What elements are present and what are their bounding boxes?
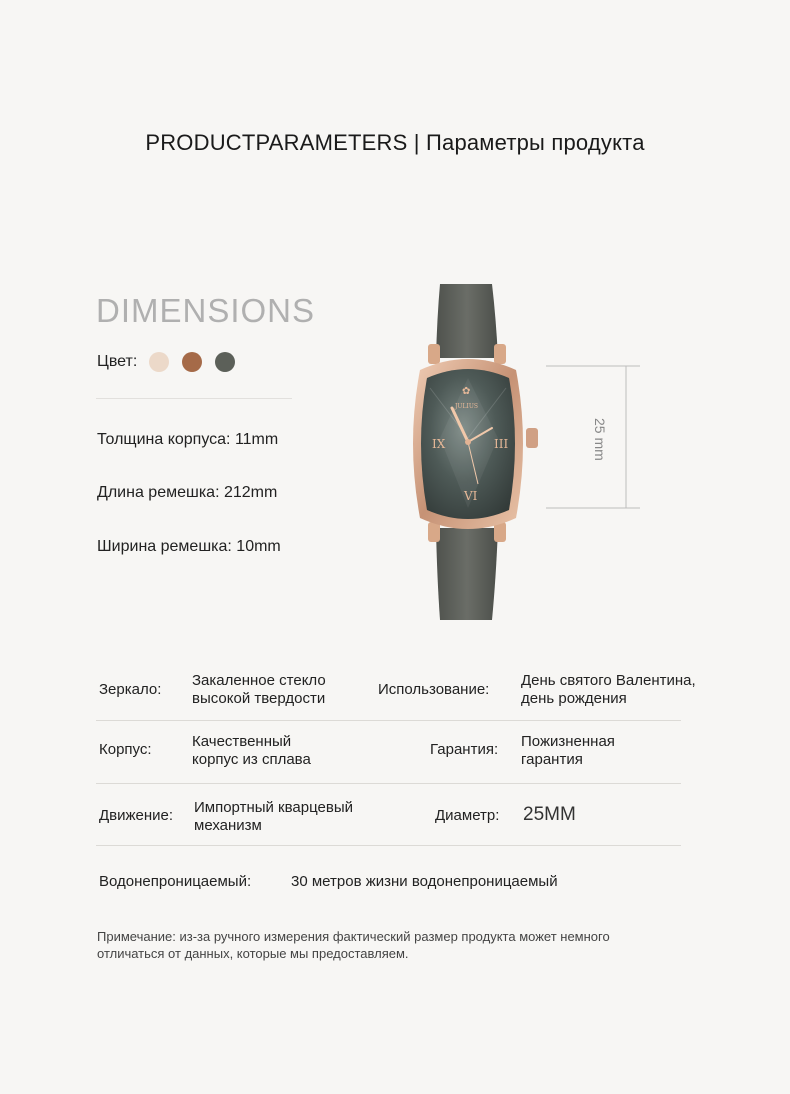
- water-label: Водонепроницаемый:: [99, 873, 252, 890]
- case-label: Корпус:: [99, 741, 152, 758]
- color-swatch-brown[interactable]: [182, 352, 202, 372]
- case-value: Качественный корпус из сплава: [192, 733, 311, 768]
- color-swatch-gray[interactable]: [215, 352, 235, 372]
- divider: [96, 398, 292, 399]
- diameter-value: 25MM: [523, 804, 576, 825]
- spec-strap-length: Длина ремешка: 212mm: [97, 484, 278, 501]
- usage-label: Использование:: [378, 681, 490, 698]
- svg-text:IX: IX: [432, 437, 446, 451]
- movement-label: Движение:: [99, 807, 174, 824]
- watch-image: [380, 278, 550, 628]
- spec-strap-width: Ширина ремешка: 10mm: [97, 538, 281, 555]
- mirror-label: Зеркало:: [99, 681, 162, 698]
- mirror-value: Закаленное стекло высокой твердости: [192, 672, 326, 707]
- warranty-value: Пожизненная гарантия: [521, 733, 615, 768]
- movement-value: Импортный кварцевый механизм: [194, 799, 353, 834]
- dimension-label: 25 mm: [592, 418, 608, 461]
- svg-text:III: III: [494, 437, 509, 451]
- table-divider: [96, 783, 681, 784]
- color-swatch-beige[interactable]: [149, 352, 169, 372]
- color-row: [97, 352, 248, 372]
- svg-text:✿: ✿: [462, 386, 471, 397]
- watch-illustration: [380, 278, 550, 628]
- water-value: 30 метров жизни водонепроницаемый: [291, 873, 558, 890]
- page-title: PRODUCTPARAMETERS | Параметры продукта: [145, 130, 645, 155]
- spec-case-thickness: Толщина корпуса: 11mm: [97, 431, 279, 448]
- svg-text:JULIUS: JULIUS: [455, 403, 478, 410]
- measurement-note: Примечание: из-за ручного измерения фактический размер продукта может немного отличаться от данных, которые мы предоставляем.: [97, 929, 610, 961]
- color-label: Цвет:: [97, 353, 138, 370]
- usage-value: День святого Валентина, день рождения: [521, 672, 696, 707]
- dimensions-heading: DIMENSIONS: [96, 292, 316, 329]
- warranty-label: Гарантия:: [430, 741, 499, 758]
- table-divider: [96, 720, 681, 721]
- table-divider: [96, 845, 681, 846]
- diameter-label: Диаметр:: [435, 807, 500, 824]
- svg-text:VI: VI: [464, 489, 478, 503]
